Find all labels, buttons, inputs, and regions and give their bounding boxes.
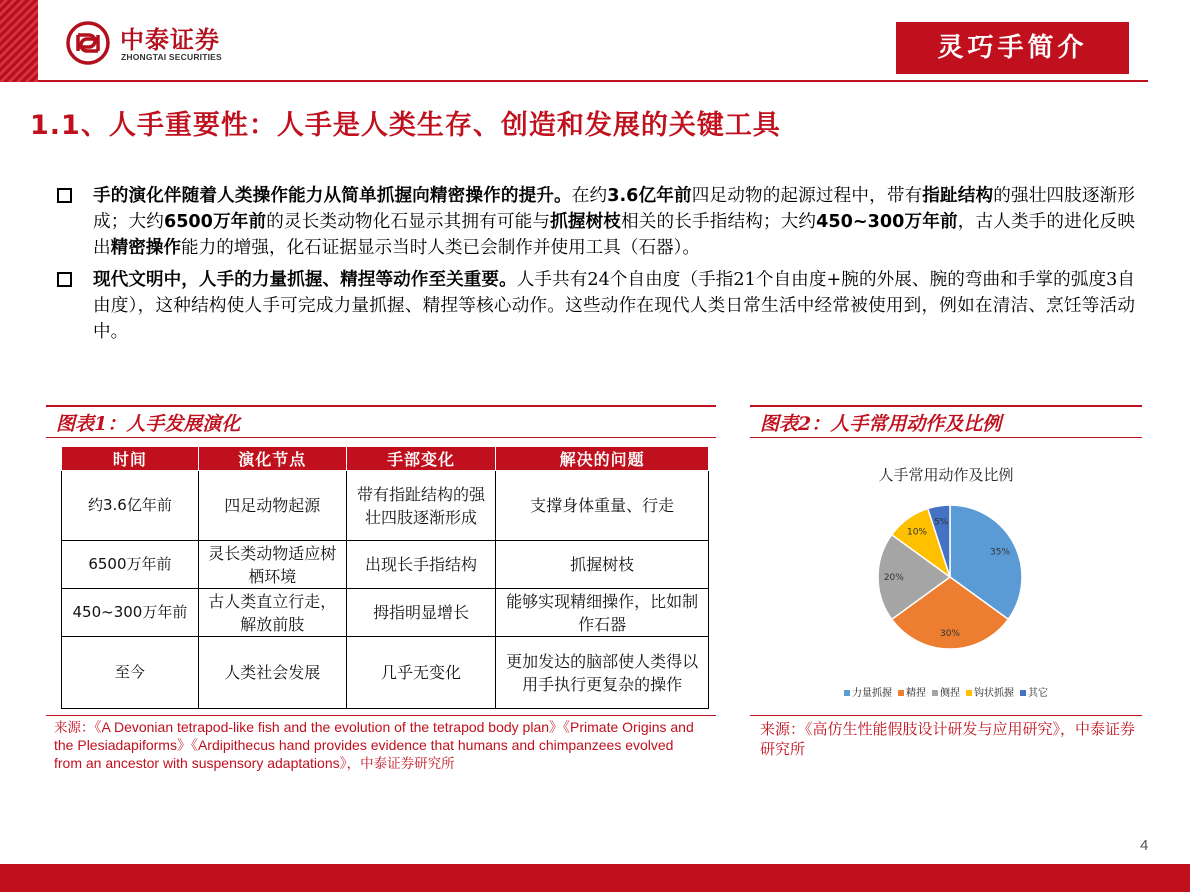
header-divider [38,80,1148,82]
pie-chart [750,452,1142,712]
chart-legend [750,684,1142,699]
bold-emphasis: 6500万年前 [163,212,267,232]
figure1-title-rule [46,437,716,438]
pie-data-label: 20% [883,573,904,583]
zhongtai-logo-icon [66,21,110,65]
legend-label: 钩状抓握 [974,688,1014,699]
table-cell: 出现长手指结构 [346,541,496,589]
legend-swatch-icon [932,690,938,696]
figure1-top-rule [46,405,716,407]
table-header-cell: 演化节点 [198,447,346,471]
table-cell: 几乎无变化 [346,637,496,709]
table-row [62,589,709,637]
figure2-bottom-rule [750,715,1142,716]
table-cell: 灵长类动物适应树栖环境 [198,541,346,589]
table-row [62,471,709,541]
figure2-title-rule [750,437,1142,438]
legend-label: 精捏 [906,688,926,699]
table-header-cell: 解决的问题 [496,447,709,471]
pie-data-label: 30% [939,629,961,640]
legend-swatch-icon [844,690,850,696]
table-header-row [62,447,709,471]
table-cell: 能够实现精细操作，比如制作石器 [496,589,709,637]
table-cell: 人类社会发展 [198,637,346,709]
legend-swatch-icon [966,690,972,696]
table-row [62,637,709,709]
legend-item [844,684,892,699]
table-cell: 抓握树枝 [496,541,709,589]
text-run: 相关的长手指结构；大约 [621,212,817,232]
table-cell: 约3.6亿年前 [62,471,199,541]
pie-chart-canvas [750,452,1142,682]
figure1-bottom-rule [46,715,716,716]
pie-data-label: 5% [934,517,949,528]
table-header-cell: 手部变化 [346,447,496,471]
legend-item [898,684,926,699]
section-tag: 灵巧手简介 [896,22,1129,74]
bullet-item [55,183,1135,261]
logo-text-en: ZHONGTAI SECURITIES [121,52,222,62]
figure1-source [54,719,704,773]
page-title: 1.1、人手重要性：人手是人类生存、创造和发展的关键工具 [30,110,781,141]
table-cell: 支撑身体重量、行走 [496,471,709,541]
logo-text-cn: 中泰证券 [120,26,220,54]
table-cell: 6500万年前 [62,541,199,589]
text-run: 在约 [571,186,608,206]
bullet-text-modern [93,267,1135,345]
text-run: 能力的增强，化石证据显示当时人类已会制作并使用工具（石器）。 [181,238,701,258]
legend-label: 其它 [1028,688,1048,699]
text-run: ，古人类手的进化反映出 [93,212,1135,258]
text-run: 的灵长类动物化石显示其拥有可能与 [266,212,551,232]
table-cell: 拇指明显增长 [346,589,496,637]
text-run: 四足动物的起源过程中，带有 [691,186,923,206]
table-cell: 古人类直立行走，解放前肢 [198,589,346,637]
footer-bar [0,864,1190,892]
source-label: 来源： [54,720,95,736]
bullet-text-evolution [93,183,1135,261]
table-header-cell: 时间 [62,447,199,471]
legend-swatch-icon [898,690,904,696]
bold-emphasis: 现代文明中，人手的力量抓握、精捏等动作至关重要。 [93,270,517,290]
figure2-title: 图表2：人手常用动作及比例 [760,413,1002,435]
page-number: 4 [1140,837,1149,854]
bullet-item [55,267,1135,345]
figure1-title: 图表1：人手发展演化 [56,413,241,435]
table-cell: 四足动物起源 [198,471,346,541]
table-cell: 450~300万年前 [62,589,199,637]
bold-emphasis: 手的演化伴随着人类操作能力从简单抓握向精密操作的提升。 [93,186,572,206]
legend-swatch-icon [1020,690,1026,696]
evolution-table [61,446,709,709]
source-references: 《A Devonian tetrapod-like fish and the evolution of the tetrapod body plan》《Primate Origins and the Plesiadapiforms》《Ardipithecus hand provides evidence that humans and chimpanzees evolved from an ancestor with suspensory adaptations》 [54,719,694,771]
bullet-list [55,183,1135,351]
source-tail: ，中泰证券研究所 [346,756,455,772]
figure2-top-rule [750,405,1142,407]
chart-title: 人手常用动作及比例 [878,466,1014,484]
square-bullet-icon [57,272,72,287]
legend-label: 力量抓握 [852,688,892,699]
bold-emphasis: 450~300万年前 [816,212,958,232]
text-run: 的强壮四肢逐渐形成；大约 [93,186,1135,232]
header-decorative-stripe [0,0,38,82]
bold-emphasis: 精密操作 [110,238,181,258]
figure2-source: 来源：《高仿生性能假肢设计研发与应用研究》，中泰证券研究所 [760,720,1136,758]
bold-emphasis: 3.6亿年前 [607,186,692,206]
table-row [62,541,709,589]
company-logo [66,19,246,65]
bold-emphasis: 抓握树枝 [550,212,622,232]
pie-data-label: 35% [990,547,1011,558]
table-cell: 至今 [62,637,199,709]
square-bullet-icon [57,188,72,203]
legend-item [932,684,960,699]
table-cell: 带有指趾结构的强壮四肢逐渐形成 [346,471,496,541]
bold-emphasis: 指趾结构 [922,186,994,206]
text-run: 人手共有24个自由度（手指21个自由度+腕的外展、腕的弯曲和手掌的弧度3自由度），这种结构使人手可完成力量抓握、精捏等核心动作。这些动作在现代人类日常生活中经常被使用到，例如在清洁、烹饪等活动中。 [93,270,1135,342]
legend-label: 侧捏 [940,688,960,699]
legend-item [966,684,1014,699]
table-cell: 更加发达的脑部使人类得以用手执行更复杂的操作 [496,637,709,709]
legend-item [1020,684,1048,699]
pie-data-label: 10% [906,527,927,538]
